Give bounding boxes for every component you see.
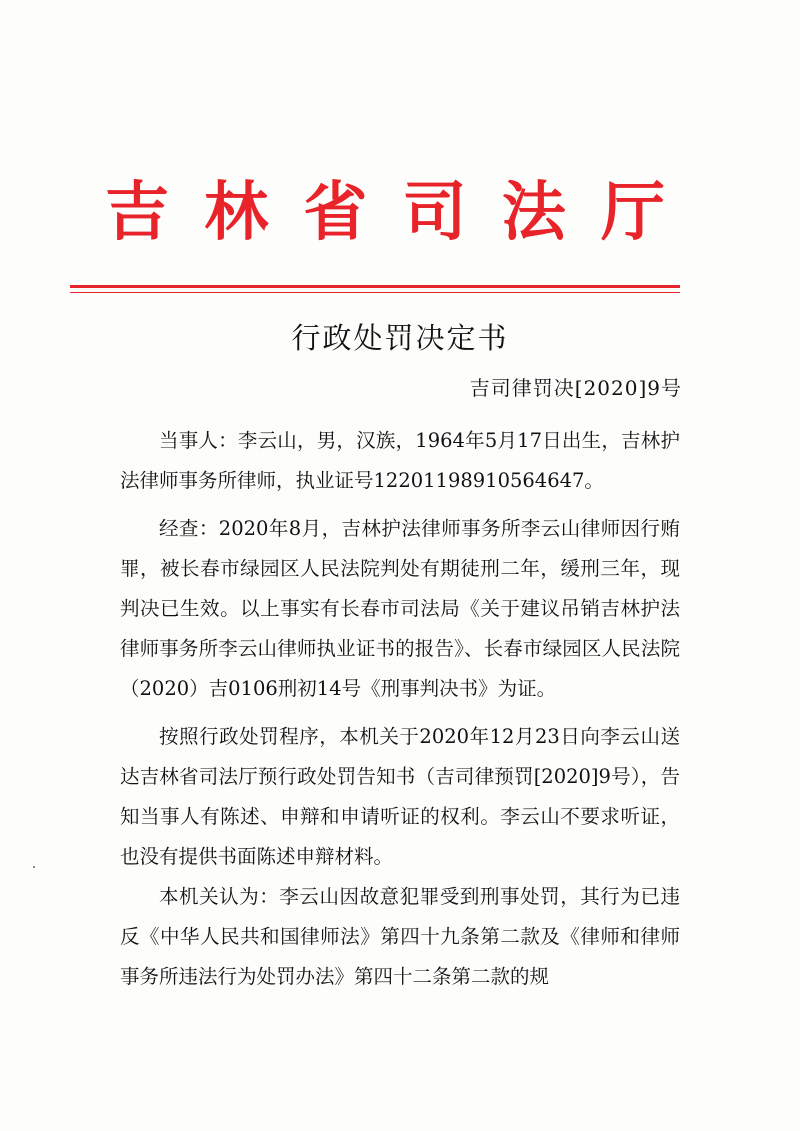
- letterhead: [105, 173, 665, 253]
- paragraph-procedure: 按照行政处罚程序，本机关于2020年12月23日向李云山送达吉林省司法厅预行政处罚告知书（吉司律预罚[2020]9号），告知当事人有陈述、申辩和申请听证的权利。李云山不要求听证，也没有提供书面陈述申辩材料。: [120, 725, 680, 868]
- paragraph-party: 当事人：李云山，男，汉族，1964年5月17日出生，吉林护法律师事务所律师，执业证号12201198910564647。: [120, 429, 680, 492]
- letterhead-char: 厅: [600, 175, 665, 250]
- letterhead-char: 吉: [105, 175, 169, 250]
- letterhead-char: 司: [402, 175, 467, 250]
- letterhead-char: 法: [501, 175, 566, 250]
- document-number: 吉司律罚决[2020]9号: [469, 376, 682, 400]
- document-body: [120, 421, 680, 997]
- document-title: 行政处罚决定书: [291, 321, 509, 355]
- letterhead-rule-thick: [70, 285, 680, 288]
- scan-speck: [33, 866, 35, 868]
- letterhead-char: 林: [204, 175, 269, 250]
- paragraph-findings: 经查：2020年8月，吉林护法律师事务所李云山律师因行贿罪，被长春市绿园区人民法院判处有期徒刑二年，缓刑三年，现判决已生效。以上事实有长春市司法局《关于建议吊销吉林护法律师事务所李云山律师执业证书的报告》、长春市绿园区人民法院（2020）吉0106刑初14号《刑事判决书》为证。: [120, 517, 680, 700]
- letterhead-rule-thin: [70, 292, 680, 293]
- letterhead-char: 省: [303, 175, 368, 250]
- paragraph-opinion: 本机关认为：李云山因故意犯罪受到刑事处罚，其行为已违反《中华人民共和国律师法》第四十九条第二款及《律师和律师事务所违法行为处罚办法》第四十二条第二款的规: [120, 885, 680, 988]
